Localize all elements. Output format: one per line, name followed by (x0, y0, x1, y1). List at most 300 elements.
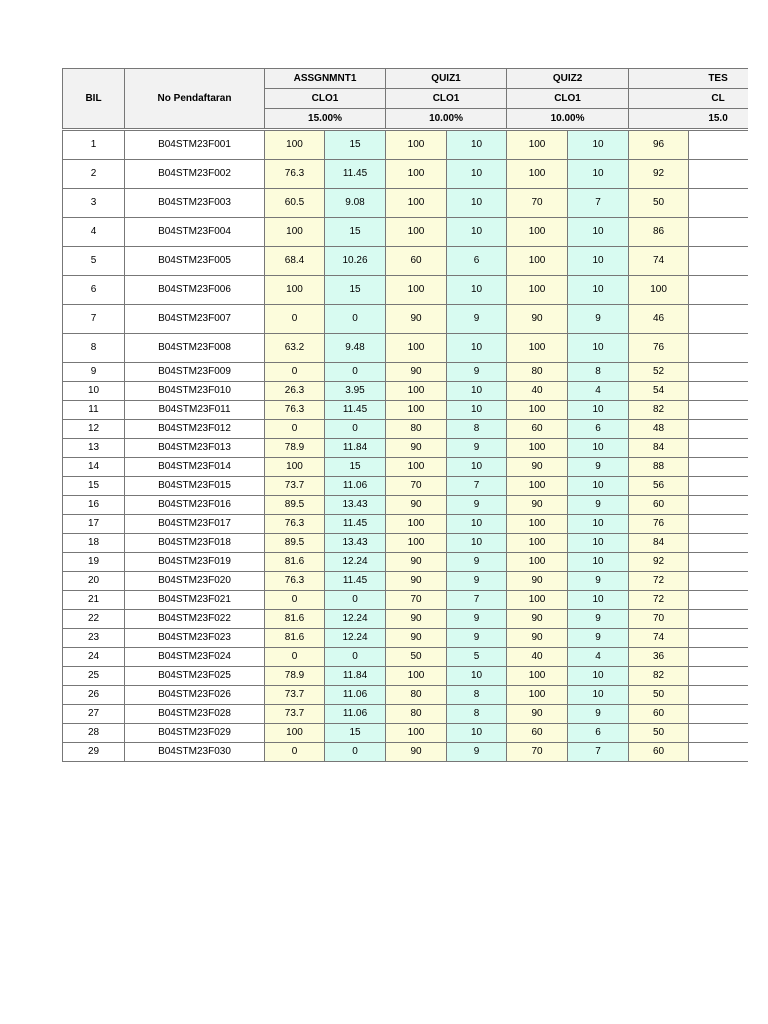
cell-quiz1-raw: 100 (386, 724, 447, 743)
cell-quiz2-weighted: 6 (568, 420, 629, 439)
cell-bil: 16 (63, 496, 125, 515)
cell-quiz1-raw: 90 (386, 305, 447, 334)
cell-no-pendaftaran: B04STM23F013 (125, 439, 265, 458)
table-row (63, 189, 749, 218)
cell-assgnmnt1-raw: 73.7 (265, 705, 325, 724)
cell-quiz1-weighted: 8 (447, 420, 507, 439)
cell-test-weighted (689, 439, 748, 458)
cell-assgnmnt1-weighted: 11.45 (325, 572, 386, 591)
cell-quiz1-weighted: 10 (447, 189, 507, 218)
cell-assgnmnt1-weighted: 13.43 (325, 534, 386, 553)
cell-quiz2-weighted: 10 (568, 477, 629, 496)
cell-bil: 11 (63, 401, 125, 420)
cell-quiz1-raw: 100 (386, 131, 447, 160)
cell-test-weighted (689, 686, 748, 705)
cell-assgnmnt1-raw: 63.2 (265, 334, 325, 363)
cell-quiz2-weighted: 4 (568, 382, 629, 401)
marks-table (62, 68, 748, 762)
cell-assgnmnt1-raw: 76.3 (265, 515, 325, 534)
cell-no-pendaftaran: B04STM23F016 (125, 496, 265, 515)
cell-assgnmnt1-weighted: 11.45 (325, 160, 386, 189)
cell-quiz2-raw: 100 (507, 477, 568, 496)
cell-test-weighted (689, 724, 748, 743)
cell-bil: 15 (63, 477, 125, 496)
cell-assgnmnt1-raw: 100 (265, 131, 325, 160)
cell-assgnmnt1-raw: 68.4 (265, 247, 325, 276)
cell-no-pendaftaran: B04STM23F024 (125, 648, 265, 667)
cell-quiz1-weighted: 10 (447, 334, 507, 363)
cell-no-pendaftaran: B04STM23F008 (125, 334, 265, 363)
cell-assgnmnt1-raw: 0 (265, 363, 325, 382)
cell-quiz1-weighted: 9 (447, 743, 507, 762)
cell-no-pendaftaran: B04STM23F023 (125, 629, 265, 648)
cell-quiz1-weighted: 8 (447, 686, 507, 705)
cell-test-raw: 46 (629, 305, 689, 334)
cell-quiz1-weighted: 9 (447, 305, 507, 334)
cell-quiz2-weighted: 10 (568, 334, 629, 363)
cell-assgnmnt1-raw: 73.7 (265, 477, 325, 496)
cell-test-weighted (689, 629, 748, 648)
cell-assgnmnt1-raw: 89.5 (265, 496, 325, 515)
table-row (63, 572, 749, 591)
weight-header-quiz2: 10.00% (507, 109, 629, 129)
cell-quiz1-raw: 90 (386, 743, 447, 762)
cell-quiz1-weighted: 10 (447, 401, 507, 420)
cell-quiz1-weighted: 10 (447, 160, 507, 189)
cell-quiz2-weighted: 4 (568, 648, 629, 667)
cell-quiz2-raw: 100 (507, 218, 568, 247)
cell-test-weighted (689, 705, 748, 724)
table-row (63, 363, 749, 382)
cell-quiz2-raw: 100 (507, 667, 568, 686)
cell-assgnmnt1-raw: 0 (265, 648, 325, 667)
cell-quiz1-raw: 100 (386, 458, 447, 477)
cell-quiz1-raw: 90 (386, 572, 447, 591)
cell-test-raw: 84 (629, 534, 689, 553)
cell-quiz1-raw: 90 (386, 610, 447, 629)
cell-quiz2-weighted: 7 (568, 189, 629, 218)
cell-quiz2-raw: 70 (507, 743, 568, 762)
cell-assgnmnt1-weighted: 11.84 (325, 439, 386, 458)
cell-quiz2-weighted: 10 (568, 534, 629, 553)
cell-test-raw: 52 (629, 363, 689, 382)
cell-quiz1-raw: 90 (386, 553, 447, 572)
cell-assgnmnt1-weighted: 15 (325, 276, 386, 305)
cell-quiz2-raw: 40 (507, 382, 568, 401)
cell-assgnmnt1-weighted: 11.06 (325, 686, 386, 705)
cell-quiz2-raw: 90 (507, 305, 568, 334)
cell-no-pendaftaran: B04STM23F005 (125, 247, 265, 276)
cell-test-weighted (689, 363, 748, 382)
cell-assgnmnt1-raw: 78.9 (265, 439, 325, 458)
cell-quiz2-raw: 90 (507, 572, 568, 591)
table-row (63, 477, 749, 496)
cell-test-weighted (689, 534, 748, 553)
cell-test-raw: 36 (629, 648, 689, 667)
table-row (63, 496, 749, 515)
cell-bil: 2 (63, 160, 125, 189)
cell-test-raw: 100 (629, 276, 689, 305)
cell-quiz2-raw: 40 (507, 648, 568, 667)
cell-bil: 29 (63, 743, 125, 762)
cell-assgnmnt1-raw: 100 (265, 276, 325, 305)
cell-assgnmnt1-raw: 0 (265, 420, 325, 439)
cell-no-pendaftaran: B04STM23F028 (125, 705, 265, 724)
cell-quiz1-raw: 100 (386, 382, 447, 401)
cell-quiz1-raw: 60 (386, 247, 447, 276)
table-row (63, 160, 749, 189)
cell-assgnmnt1-raw: 76.3 (265, 160, 325, 189)
cell-bil: 21 (63, 591, 125, 610)
cell-quiz1-raw: 70 (386, 591, 447, 610)
cell-assgnmnt1-raw: 0 (265, 591, 325, 610)
cell-no-pendaftaran: B04STM23F019 (125, 553, 265, 572)
cell-assgnmnt1-weighted: 12.24 (325, 629, 386, 648)
cell-quiz1-weighted: 10 (447, 667, 507, 686)
cell-quiz1-weighted: 10 (447, 515, 507, 534)
cell-quiz2-weighted: 9 (568, 496, 629, 515)
cell-quiz1-weighted: 5 (447, 648, 507, 667)
cell-test-weighted (689, 218, 748, 247)
cell-no-pendaftaran: B04STM23F022 (125, 610, 265, 629)
cell-test-raw: 82 (629, 401, 689, 420)
cell-quiz2-raw: 90 (507, 496, 568, 515)
cell-assgnmnt1-weighted: 11.45 (325, 515, 386, 534)
cell-assgnmnt1-raw: 76.3 (265, 572, 325, 591)
cell-assgnmnt1-raw: 78.9 (265, 667, 325, 686)
cell-bil: 13 (63, 439, 125, 458)
cell-test-weighted (689, 496, 748, 515)
cell-test-weighted (689, 515, 748, 534)
cell-bil: 8 (63, 334, 125, 363)
cell-no-pendaftaran: B04STM23F014 (125, 458, 265, 477)
table-row (63, 724, 749, 743)
cell-quiz1-raw: 100 (386, 189, 447, 218)
col-header-no-pendaftaran: No Pendaftaran (125, 69, 265, 129)
table-row (63, 439, 749, 458)
cell-test-raw: 60 (629, 705, 689, 724)
cell-quiz2-weighted: 10 (568, 439, 629, 458)
cell-quiz2-raw: 100 (507, 334, 568, 363)
weight-header-assgnmnt1: 15.00% (265, 109, 386, 129)
group-header-assgnmnt1: ASSGNMNT1 (265, 69, 386, 89)
cell-assgnmnt1-weighted: 9.48 (325, 334, 386, 363)
cell-quiz2-weighted: 9 (568, 572, 629, 591)
cell-test-raw: 84 (629, 439, 689, 458)
cell-quiz1-raw: 100 (386, 515, 447, 534)
cell-quiz2-raw: 80 (507, 363, 568, 382)
cell-quiz2-weighted: 10 (568, 131, 629, 160)
cell-quiz1-weighted: 9 (447, 610, 507, 629)
cell-no-pendaftaran: B04STM23F009 (125, 363, 265, 382)
cell-test-weighted (689, 131, 748, 160)
table-row (63, 131, 749, 160)
cell-quiz2-raw: 90 (507, 610, 568, 629)
table-row (63, 334, 749, 363)
cell-quiz1-raw: 90 (386, 629, 447, 648)
cell-test-weighted (689, 189, 748, 218)
cell-quiz2-raw: 100 (507, 160, 568, 189)
marks-rows (63, 131, 749, 762)
cell-assgnmnt1-raw: 0 (265, 305, 325, 334)
cell-assgnmnt1-weighted: 0 (325, 420, 386, 439)
weight-header-quiz1: 10.00% (386, 109, 507, 129)
cell-bil: 17 (63, 515, 125, 534)
cell-test-weighted (689, 247, 748, 276)
cell-quiz2-raw: 100 (507, 276, 568, 305)
cell-quiz1-raw: 80 (386, 686, 447, 705)
cell-test-raw: 76 (629, 334, 689, 363)
table-row (63, 648, 749, 667)
table-row (63, 401, 749, 420)
cell-quiz2-raw: 100 (507, 401, 568, 420)
cell-test-weighted (689, 591, 748, 610)
cell-test-weighted (689, 572, 748, 591)
cell-assgnmnt1-weighted: 11.06 (325, 477, 386, 496)
cell-test-weighted (689, 648, 748, 667)
cell-test-weighted (689, 667, 748, 686)
group-header-test: TES (629, 69, 748, 89)
cell-quiz1-raw: 100 (386, 160, 447, 189)
cell-no-pendaftaran: B04STM23F029 (125, 724, 265, 743)
cell-bil: 7 (63, 305, 125, 334)
cell-bil: 19 (63, 553, 125, 572)
cell-assgnmnt1-raw: 100 (265, 458, 325, 477)
cell-quiz1-weighted: 9 (447, 553, 507, 572)
cell-quiz1-raw: 100 (386, 534, 447, 553)
cell-quiz2-raw: 90 (507, 705, 568, 724)
table-row (63, 420, 749, 439)
cell-assgnmnt1-raw: 89.5 (265, 534, 325, 553)
cell-no-pendaftaran: B04STM23F030 (125, 743, 265, 762)
cell-test-raw: 72 (629, 572, 689, 591)
cell-assgnmnt1-weighted: 0 (325, 648, 386, 667)
cell-test-weighted (689, 477, 748, 496)
table-row (63, 534, 749, 553)
cell-test-weighted (689, 305, 748, 334)
cell-quiz1-weighted: 6 (447, 247, 507, 276)
cell-assgnmnt1-raw: 81.6 (265, 610, 325, 629)
cell-quiz1-weighted: 7 (447, 591, 507, 610)
cell-quiz1-raw: 50 (386, 648, 447, 667)
cell-quiz2-raw: 100 (507, 515, 568, 534)
cell-test-weighted (689, 458, 748, 477)
cell-quiz2-weighted: 8 (568, 363, 629, 382)
cell-quiz1-weighted: 10 (447, 382, 507, 401)
cell-test-raw: 74 (629, 629, 689, 648)
table-row (63, 686, 749, 705)
cell-bil: 14 (63, 458, 125, 477)
cell-quiz2-weighted: 10 (568, 667, 629, 686)
cell-bil: 28 (63, 724, 125, 743)
cell-test-raw: 50 (629, 686, 689, 705)
cell-assgnmnt1-weighted: 13.43 (325, 496, 386, 515)
cell-test-raw: 54 (629, 382, 689, 401)
cell-quiz2-weighted: 10 (568, 401, 629, 420)
cell-quiz2-raw: 100 (507, 247, 568, 276)
table-row (63, 705, 749, 724)
cell-quiz1-raw: 100 (386, 218, 447, 247)
group-header-quiz2: QUIZ2 (507, 69, 629, 89)
cell-quiz1-raw: 100 (386, 667, 447, 686)
cell-bil: 4 (63, 218, 125, 247)
cell-quiz2-raw: 100 (507, 686, 568, 705)
cell-bil: 5 (63, 247, 125, 276)
cell-test-weighted (689, 382, 748, 401)
table-row (63, 305, 749, 334)
cell-quiz2-weighted: 10 (568, 218, 629, 247)
cell-assgnmnt1-weighted: 15 (325, 218, 386, 247)
cell-assgnmnt1-raw: 60.5 (265, 189, 325, 218)
cell-no-pendaftaran: B04STM23F015 (125, 477, 265, 496)
cell-test-raw: 70 (629, 610, 689, 629)
cell-no-pendaftaran: B04STM23F011 (125, 401, 265, 420)
cell-quiz1-weighted: 10 (447, 724, 507, 743)
cell-quiz1-raw: 80 (386, 705, 447, 724)
cell-bil: 3 (63, 189, 125, 218)
cell-bil: 27 (63, 705, 125, 724)
cell-assgnmnt1-weighted: 0 (325, 305, 386, 334)
weight-header-test: 15.0 (629, 109, 748, 129)
clo-header-quiz2: CLO1 (507, 89, 629, 109)
cell-quiz2-raw: 70 (507, 189, 568, 218)
table-row (63, 667, 749, 686)
cell-bil: 25 (63, 667, 125, 686)
cell-quiz1-weighted: 10 (447, 131, 507, 160)
cell-bil: 6 (63, 276, 125, 305)
cell-bil: 18 (63, 534, 125, 553)
cell-test-weighted (689, 160, 748, 189)
cell-quiz1-weighted: 7 (447, 477, 507, 496)
cell-no-pendaftaran: B04STM23F012 (125, 420, 265, 439)
cell-quiz1-weighted: 8 (447, 705, 507, 724)
cell-assgnmnt1-weighted: 11.06 (325, 705, 386, 724)
cell-quiz1-weighted: 9 (447, 363, 507, 382)
cell-quiz1-raw: 100 (386, 276, 447, 305)
cell-bil: 22 (63, 610, 125, 629)
cell-quiz1-raw: 90 (386, 439, 447, 458)
cell-assgnmnt1-weighted: 0 (325, 363, 386, 382)
cell-test-raw: 50 (629, 724, 689, 743)
cell-quiz2-weighted: 6 (568, 724, 629, 743)
cell-no-pendaftaran: B04STM23F001 (125, 131, 265, 160)
cell-test-raw: 60 (629, 496, 689, 515)
cell-assgnmnt1-weighted: 0 (325, 743, 386, 762)
cell-quiz2-weighted: 9 (568, 629, 629, 648)
cell-assgnmnt1-raw: 0 (265, 743, 325, 762)
table-row (63, 553, 749, 572)
cell-quiz2-raw: 100 (507, 131, 568, 160)
cell-no-pendaftaran: B04STM23F002 (125, 160, 265, 189)
cell-quiz2-weighted: 10 (568, 591, 629, 610)
cell-quiz2-weighted: 10 (568, 247, 629, 276)
cell-quiz2-raw: 60 (507, 724, 568, 743)
cell-quiz2-weighted: 7 (568, 743, 629, 762)
cell-bil: 20 (63, 572, 125, 591)
cell-quiz2-raw: 100 (507, 439, 568, 458)
cell-assgnmnt1-raw: 100 (265, 218, 325, 247)
cell-assgnmnt1-raw: 81.6 (265, 553, 325, 572)
cell-quiz1-raw: 90 (386, 496, 447, 515)
cell-quiz2-raw: 60 (507, 420, 568, 439)
cell-test-weighted (689, 743, 748, 762)
cell-no-pendaftaran: B04STM23F025 (125, 667, 265, 686)
cell-quiz2-raw: 90 (507, 629, 568, 648)
cell-assgnmnt1-weighted: 15 (325, 131, 386, 160)
cell-quiz2-weighted: 9 (568, 705, 629, 724)
group-header-quiz1: QUIZ1 (386, 69, 507, 89)
cell-bil: 1 (63, 131, 125, 160)
cell-no-pendaftaran: B04STM23F018 (125, 534, 265, 553)
cell-no-pendaftaran: B04STM23F020 (125, 572, 265, 591)
cell-test-raw: 76 (629, 515, 689, 534)
cell-quiz2-weighted: 10 (568, 160, 629, 189)
cell-quiz2-weighted: 10 (568, 515, 629, 534)
cell-assgnmnt1-weighted: 12.24 (325, 553, 386, 572)
cell-quiz1-raw: 90 (386, 363, 447, 382)
cell-no-pendaftaran: B04STM23F021 (125, 591, 265, 610)
cell-no-pendaftaran: B04STM23F007 (125, 305, 265, 334)
cell-assgnmnt1-weighted: 9.08 (325, 189, 386, 218)
cell-assgnmnt1-weighted: 11.45 (325, 401, 386, 420)
cell-test-raw: 92 (629, 160, 689, 189)
cell-bil: 10 (63, 382, 125, 401)
cell-quiz1-raw: 70 (386, 477, 447, 496)
cell-test-raw: 72 (629, 591, 689, 610)
cell-assgnmnt1-weighted: 12.24 (325, 610, 386, 629)
cell-assgnmnt1-raw: 26.3 (265, 382, 325, 401)
table-row (63, 276, 749, 305)
cell-test-raw: 48 (629, 420, 689, 439)
table-row (63, 218, 749, 247)
cell-quiz2-weighted: 10 (568, 553, 629, 572)
cell-test-raw: 88 (629, 458, 689, 477)
cell-no-pendaftaran: B04STM23F026 (125, 686, 265, 705)
cell-quiz1-raw: 100 (386, 401, 447, 420)
cell-assgnmnt1-weighted: 10.26 (325, 247, 386, 276)
cell-quiz1-raw: 100 (386, 334, 447, 363)
cell-bil: 24 (63, 648, 125, 667)
cell-quiz1-weighted: 9 (447, 496, 507, 515)
cell-assgnmnt1-raw: 76.3 (265, 401, 325, 420)
table-row (63, 247, 749, 276)
cell-quiz2-raw: 100 (507, 591, 568, 610)
cell-quiz2-weighted: 9 (568, 458, 629, 477)
cell-quiz1-weighted: 9 (447, 572, 507, 591)
cell-quiz1-weighted: 10 (447, 276, 507, 305)
cell-assgnmnt1-raw: 81.6 (265, 629, 325, 648)
cell-quiz2-weighted: 10 (568, 686, 629, 705)
cell-test-raw: 86 (629, 218, 689, 247)
cell-test-raw: 60 (629, 743, 689, 762)
cell-no-pendaftaran: B04STM23F004 (125, 218, 265, 247)
cell-quiz2-raw: 90 (507, 458, 568, 477)
cell-quiz1-weighted: 10 (447, 534, 507, 553)
table-row (63, 610, 749, 629)
cell-bil: 9 (63, 363, 125, 382)
cell-test-raw: 82 (629, 667, 689, 686)
cell-test-raw: 96 (629, 131, 689, 160)
table-row (63, 515, 749, 534)
cell-no-pendaftaran: B04STM23F006 (125, 276, 265, 305)
cell-quiz2-raw: 100 (507, 553, 568, 572)
cell-bil: 12 (63, 420, 125, 439)
cell-test-raw: 56 (629, 477, 689, 496)
cell-quiz1-raw: 80 (386, 420, 447, 439)
cell-test-weighted (689, 276, 748, 305)
cell-quiz1-weighted: 10 (447, 218, 507, 247)
table-row (63, 458, 749, 477)
